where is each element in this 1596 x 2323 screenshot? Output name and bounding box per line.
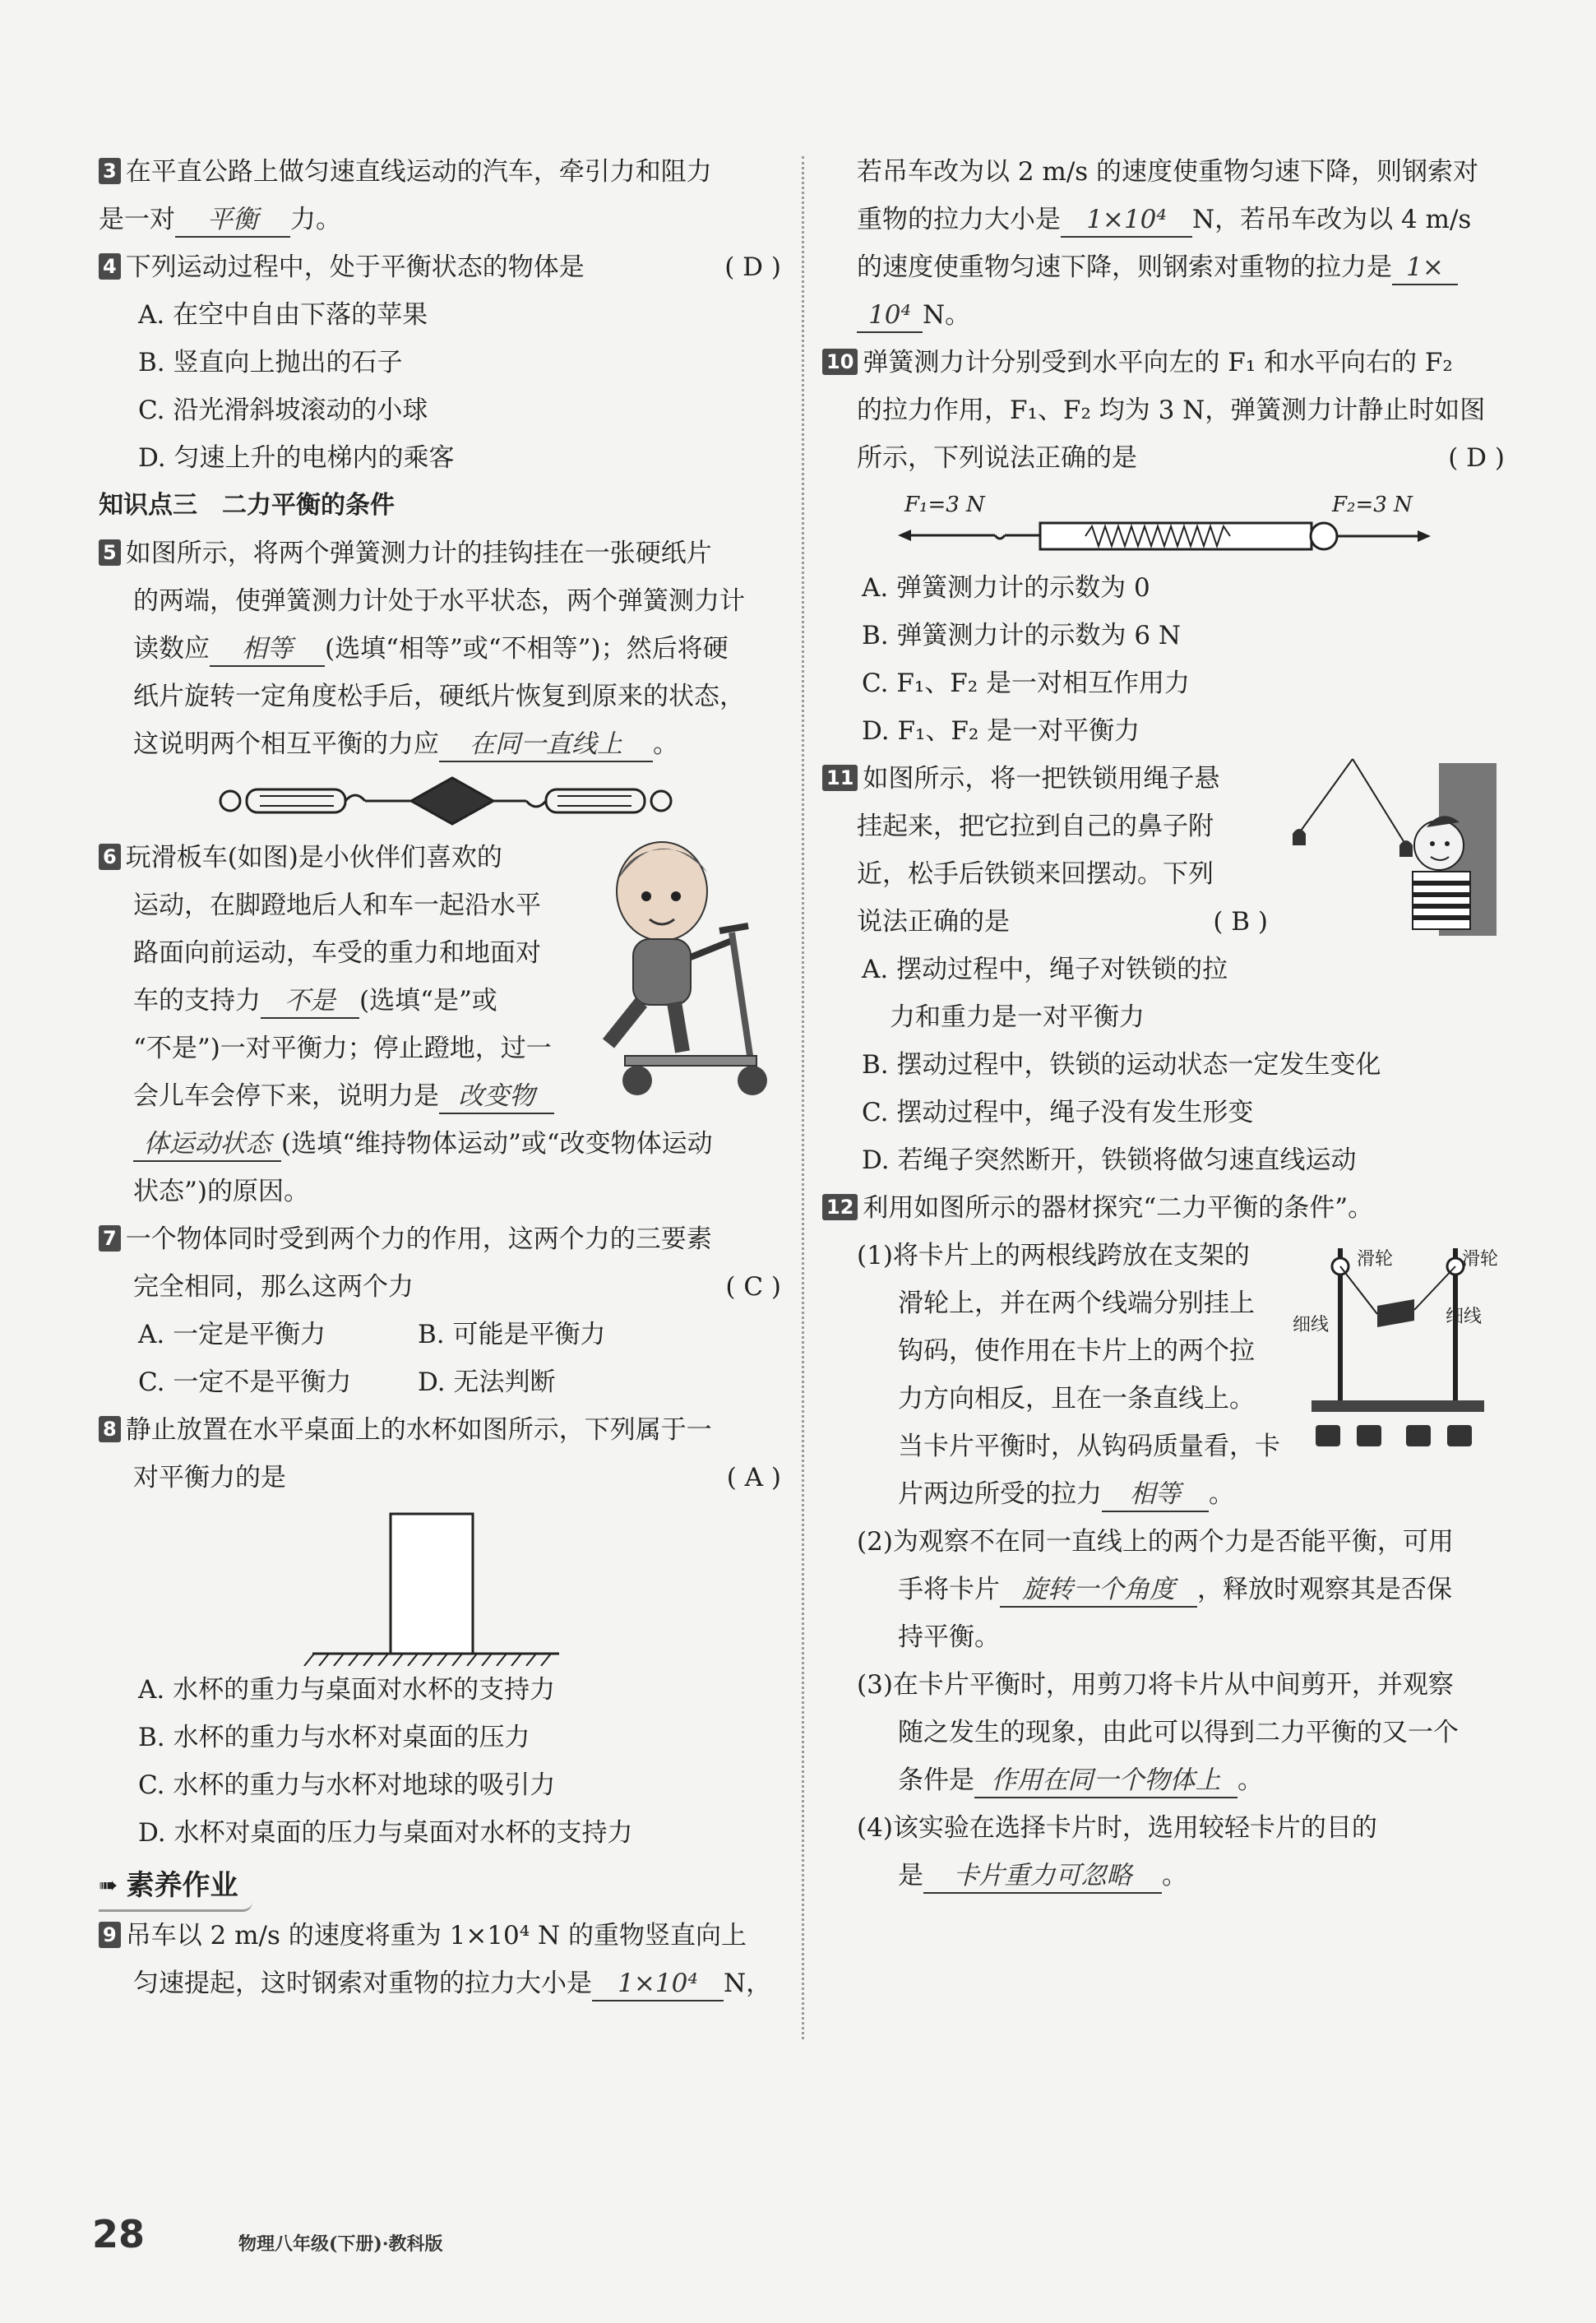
q11-option-c: C. 摆动过程中，绳子没有发生形变	[862, 1098, 1254, 1127]
q12-part1-line2: 滑轮上，并在两个线端分别挂上	[898, 1289, 1255, 1318]
q8-option-c: C. 水杯的重力与水杯对地球的吸引力	[138, 1770, 556, 1800]
q10-option-c: C. F₁、F₂ 是一对相互作用力	[862, 669, 1191, 698]
q11-option-a-line2: 力和重力是一对平衡力	[890, 1002, 1145, 1032]
q5-answer2: 在同一直线上	[439, 728, 653, 762]
q6-line3: 路面向前运动，车受的重力和地面对	[133, 938, 541, 968]
q12-answer2: 旋转一个角度	[1000, 1573, 1197, 1608]
q7-option-d: D. 无法判断	[418, 1367, 556, 1397]
q6-answer1: 不是	[261, 984, 359, 1019]
q6-block	[99, 834, 781, 1215]
f1-label: F₁=3 N	[904, 493, 985, 517]
q6-line7: 体运动状态 (选填“维持物体运动”或“改变物体运动	[99, 1120, 781, 1168]
q10-number: 10	[822, 349, 858, 375]
knowledge-point-3: 知识点三 二力平衡的条件	[99, 491, 395, 520]
q10-line1: 10 弹簧测力计分别受到水平向左的 F₁ 和水平向右的 F₂	[822, 339, 1505, 386]
q8-line2: 对平衡力的是 ( A )	[99, 1454, 781, 1502]
column-divider	[802, 156, 804, 2039]
q8-number: 8	[99, 1416, 121, 1442]
section-heading: ➠ 素养作业	[99, 1862, 252, 1912]
q9-answer1: 1×10⁴	[592, 1967, 724, 2001]
q11-line2: 挂起来，把它拉到自己的鼻子附	[857, 812, 1214, 841]
spring-scales-card-figure	[99, 768, 781, 834]
q8-option-a: A. 水杯的重力与桌面对水杯的支持力	[138, 1675, 556, 1705]
q12-part2-line3: 持平衡。	[898, 1622, 1000, 1652]
q7-line2: 完全相同，那么这两个力 ( C )	[99, 1263, 781, 1311]
q10-line2: 的拉力作用，F₁、F₂ 均为 3 N，弹簧测力计静止时如图	[857, 396, 1486, 425]
q8-choice: ( A )	[726, 1463, 781, 1492]
q5-number: 5	[99, 539, 121, 566]
q7-option-c: C. 一定不是平衡力	[138, 1367, 352, 1397]
q3-number: 3	[99, 158, 121, 184]
q12-part3-line1: (3)在卡片平衡时，用剪刀将卡片从中间剪开，并观察	[857, 1670, 1454, 1700]
pulley-label-right: 滑轮	[1462, 1249, 1499, 1270]
q11-number: 11	[822, 765, 858, 791]
f2-label: F₂=3 N	[1332, 493, 1413, 517]
q6-line5: “不是”)一对平衡力；停止蹬地，过一	[133, 1034, 552, 1063]
q7-option-a: A. 一定是平衡力	[138, 1320, 326, 1349]
q9-answer3b: 10⁴	[857, 298, 923, 333]
scooter-boy-figure	[576, 834, 781, 1105]
footer-book-title: 物理八年级(下册)·教科版	[238, 2233, 443, 2255]
q10-option-a: A. 弹簧测力计的示数为 0	[862, 573, 1150, 603]
arrow-right-icon: ➠	[99, 1872, 118, 1899]
q12-part1-line1: (1)将卡片上的两根线跨放在支架的	[857, 1241, 1250, 1270]
q12-answer3: 作用在同一个物体上	[974, 1764, 1237, 1798]
q9-cont-line3: 的速度使重物匀速下降，则钢索对重物的拉力是 1×	[822, 243, 1505, 291]
q9-line1: 9 吊车以 2 m/s 的速度将重为 1×10⁴ N 的重物竖直向上	[99, 1912, 781, 1960]
spring-scale-forces-figure	[822, 482, 1505, 564]
q11-option-a-line1: A. 摆动过程中，绳子对铁锁的拉	[862, 955, 1228, 984]
q7-line1: 7 一个物体同时受到两个力的作用，这两个力的三要素	[99, 1215, 781, 1263]
thread-label-left: 细线	[1293, 1315, 1330, 1335]
q11-option-d: D. 若绳子突然断开，铁锁将做匀速直线运动	[862, 1145, 1357, 1175]
thread-label-right: 细线	[1446, 1307, 1483, 1327]
q8-option-b: B. 水杯的重力与水杯对桌面的压力	[138, 1723, 530, 1752]
q4-choice: ( D )	[724, 252, 781, 282]
q12-part1-line3: 钩码，使作用在卡片上的两个拉	[898, 1336, 1255, 1366]
q5-line3: 读数应 相等 (选填“相等”或“不相等”)；然后将硬	[99, 625, 781, 673]
q6-number: 6	[99, 844, 121, 870]
q3-line1: 3 在平直公路上做匀速直线运动的汽车，牵引力和阻力	[99, 148, 781, 196]
q9-cont-line1: 若吊车改为以 2 m/s 的速度使重物匀速下降，则钢索对	[857, 157, 1479, 187]
q7-choice: ( C )	[725, 1272, 781, 1302]
two-force-apparatus-figure	[1291, 1232, 1505, 1454]
q4-option-c: C. 沿光滑斜坡滚动的小球	[138, 396, 428, 425]
q5-line1: 5 如图所示，将两个弹簧测力计的挂钩挂在一张硬纸片	[99, 530, 781, 577]
q12-part2-line1: (2)为观察不在同一直线上的两个力是否能平衡，可用	[857, 1527, 1454, 1557]
q4-number: 4	[99, 253, 121, 280]
q12-line1: 12 利用如图所示的器材探究“二力平衡的条件”。	[822, 1184, 1505, 1232]
q12-part4-line1: (4)该实验在选择卡片时，选用较轻卡片的目的	[857, 1813, 1377, 1843]
pendulum-lock-figure	[1274, 755, 1505, 944]
q5-answer1: 相等	[210, 632, 325, 667]
q4-stem: 4 下列运动过程中，处于平衡状态的物体是 ( D )	[99, 243, 781, 291]
q5-line4: 纸片旋转一定角度松手后，硬纸片恢复到原来的状态，	[133, 682, 745, 711]
q9-cont-line4: 10⁴ N。	[822, 291, 1505, 339]
q12-answer1: 相等	[1102, 1478, 1209, 1512]
q12-part4-line2: 是 卡片重力可忽略 。	[822, 1852, 1505, 1900]
q12-answer4: 卡片重力可忽略	[923, 1859, 1162, 1894]
q12-part2-line2: 手将卡片 旋转一个角度 ，释放时观察其是否保	[822, 1566, 1505, 1613]
q5-line5: 这说明两个相互平衡的力应 在同一直线上 。	[99, 720, 781, 768]
q12-number: 12	[822, 1194, 858, 1220]
q6-line8: 状态”)的原因。	[133, 1177, 309, 1206]
cup-on-table-figure	[99, 1502, 781, 1666]
right-column	[822, 148, 1505, 1900]
q11-option-b: B. 摆动过程中，铁锁的运动状态一定发生变化	[862, 1050, 1381, 1080]
q7-option-b: B. 可能是平衡力	[418, 1320, 606, 1349]
q10-option-d: D. F₁、F₂ 是一对平衡力	[862, 716, 1140, 746]
q12-part1-line5: 当卡片平衡时，从钩码质量看，卡	[898, 1432, 1280, 1461]
q12-part1-line4: 力方向相反，且在一条直线上。	[898, 1384, 1255, 1414]
q6-line4: 车的支持力 不是 (选填“是”或	[99, 977, 781, 1025]
q7-options-row1	[99, 1311, 781, 1358]
q6-answer2a: 改变物	[439, 1080, 554, 1114]
q4-option-d: D. 匀速上升的电梯内的乘客	[138, 443, 455, 473]
q11-choice: ( B )	[1213, 907, 1268, 937]
q8-line1: 8 静止放置在水平桌面上的水杯如图所示，下列属于一	[99, 1406, 781, 1454]
q11-line1: 11 如图所示，将一把铁锁用绳子悬	[822, 755, 1505, 803]
page-number: 28	[92, 2212, 146, 2256]
q4-option-b: B. 竖直向上抛出的石子	[138, 348, 403, 377]
q9-answer2: 1×10⁴	[1061, 203, 1192, 238]
q9-answer3a: 1×	[1392, 251, 1458, 285]
q3-line2: 是一对 平衡 力。	[99, 196, 781, 243]
q6-line2: 运动，在脚蹬地后人和车一起沿水平	[133, 891, 541, 920]
q7-number: 7	[99, 1225, 121, 1252]
q9-number: 9	[99, 1922, 121, 1948]
q11-line3: 近，松手后铁锁来回摆动。下列	[857, 859, 1214, 889]
pulley-label-left: 滑轮	[1357, 1249, 1394, 1270]
left-column	[99, 148, 781, 2007]
q9-cont-line2: 重物的拉力大小是 1×10⁴ N，若吊车改为以 4 m/s	[822, 196, 1505, 243]
q10-choice: ( D )	[1448, 443, 1505, 473]
q4-option-a: A. 在空中自由下落的苹果	[138, 300, 428, 330]
q11-line4: 说法正确的是 ( B )	[822, 898, 1268, 946]
q6-answer2b: 体运动状态	[133, 1127, 281, 1162]
q5-line2: 的两端，使弹簧测力计处于水平状态，两个弹簧测力计	[133, 586, 745, 616]
q12-part3-line2: 随之发生的现象，由此可以得到二力平衡的又一个	[898, 1718, 1459, 1747]
q12-part1-block	[822, 1232, 1505, 1518]
q7-options-row2	[99, 1358, 781, 1406]
q8-option-d: D. 水杯对桌面的压力与桌面对水杯的支持力	[138, 1818, 633, 1848]
q11-block	[822, 755, 1505, 1041]
q6-line1: 6 玩滑板车(如图)是小伙伴们喜欢的	[99, 834, 781, 882]
q6-line6: 会儿车会停下来，说明力是 改变物	[99, 1072, 781, 1120]
q12-part3-line3: 条件是 作用在同一个物体上 。	[822, 1756, 1505, 1804]
q10-option-b: B. 弹簧测力计的示数为 6 N	[862, 621, 1182, 650]
q3-answer: 平衡	[175, 203, 290, 238]
q9-line2: 匀速提起，这时钢索对重物的拉力大小是 1×10⁴ N，	[99, 1960, 781, 2007]
q12-part1-line6: 片两边所受的拉力 相等 。	[822, 1470, 1505, 1518]
q10-line3: 所示，下列说法正确的是 ( D )	[822, 434, 1505, 482]
